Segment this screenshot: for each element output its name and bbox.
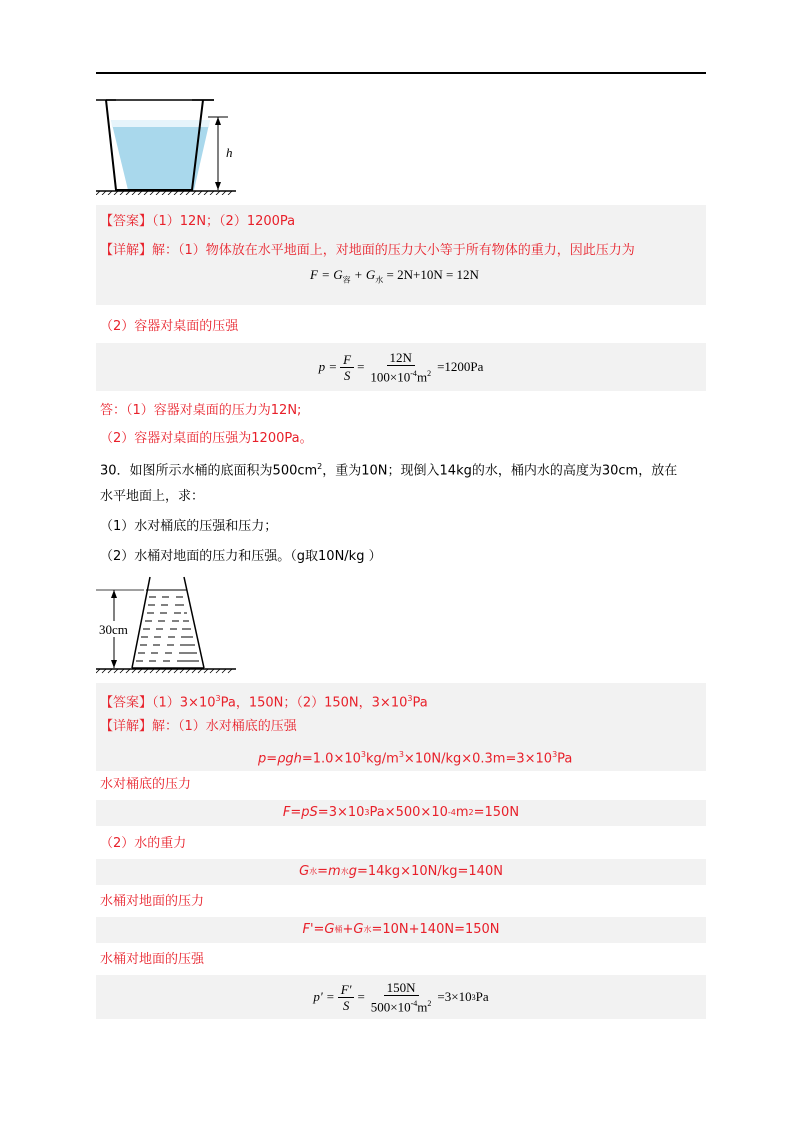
q30-eq2-band: F=pS =3×10 3 Pa×500×10 -4 m 2 =150N xyxy=(96,800,706,826)
bucket-figure xyxy=(96,575,246,675)
header-rule xyxy=(96,72,706,74)
q30-question-line4: （2）水桶对地面的压力和压强。（g取10N/kg ） xyxy=(100,549,382,564)
q30-label-force: 水对桶底的压力 xyxy=(100,777,192,792)
q30-eq4-band: F'=G 桶 +G 水 =10N+140N=150N xyxy=(96,917,706,943)
q29-detail: 【详解】解：（1）物体放在水平地面上，对地面的压力大小等于所有物体的重力，因此压力为 xyxy=(100,243,635,258)
height-30cm-label: 30cm xyxy=(99,622,128,637)
container-figure xyxy=(96,95,246,195)
q30-eq3-band: G 水 =m 水 g =14kg×10N/kg=140N xyxy=(96,859,706,885)
q30-detail: 【详解】解：（1）水对桶底的压强 xyxy=(100,719,297,734)
q29-eq2-band: p = $\frac{F}{S}$ = $\frac{12N}{100\times 10^{-4}m^2}$ =1200Pa xyxy=(96,343,706,391)
q30-question-line2: 水平地面上，求： xyxy=(100,489,205,504)
q29-answer: 【答案】（1）12N；（2）1200Pa xyxy=(100,214,296,229)
q29-eq1: $F = G_容 + G_水 = 2N+10N = 12N$ xyxy=(310,267,479,285)
q29-conclusion-1: 答：（1）容器对桌面的压力为12N; xyxy=(100,403,302,418)
q29-conclusion-2: （2）容器对桌面的压强为1200Pa。 xyxy=(100,431,313,446)
q30-question-line1: 30．如图所示水桶的底面积为$500cm^2$，重为10N；现倒入14kg的水，桶内水的高度为30cm，放在 xyxy=(100,462,678,479)
q30-question-line3: （1）水对桶底的压强和压力； xyxy=(100,519,278,534)
detail-prefix: 【详解】 xyxy=(100,243,153,258)
q30-label-bucket-pressure: 水桶对地面的压强 xyxy=(100,952,205,967)
answer-prefix: 【答案】 xyxy=(100,214,153,229)
q29-part2: （2）容器对桌面的压强 xyxy=(100,319,239,334)
q30-label-weight: （2）水的重力 xyxy=(100,836,187,851)
height-label: h xyxy=(226,145,233,160)
q30-answer: 【答案】$(1)3\times 10^3Pa$，150N；（2）150N，$3\times 10^3Pa$ xyxy=(100,694,428,711)
q30-eq1: $p=\rho gh=1.0\times 10^3kg/m^3\times 10N/kg\times 0.3m=3\times 10^3Pa$ xyxy=(258,750,573,767)
q30-eq5-band: p' = $\frac{F'}{S}$ = $\frac{150N}{500\times 10^{-4}m^2}$ =3×10 3 Pa xyxy=(96,975,706,1019)
q30-label-bucket-force: 水桶对地面的压力 xyxy=(100,894,205,909)
